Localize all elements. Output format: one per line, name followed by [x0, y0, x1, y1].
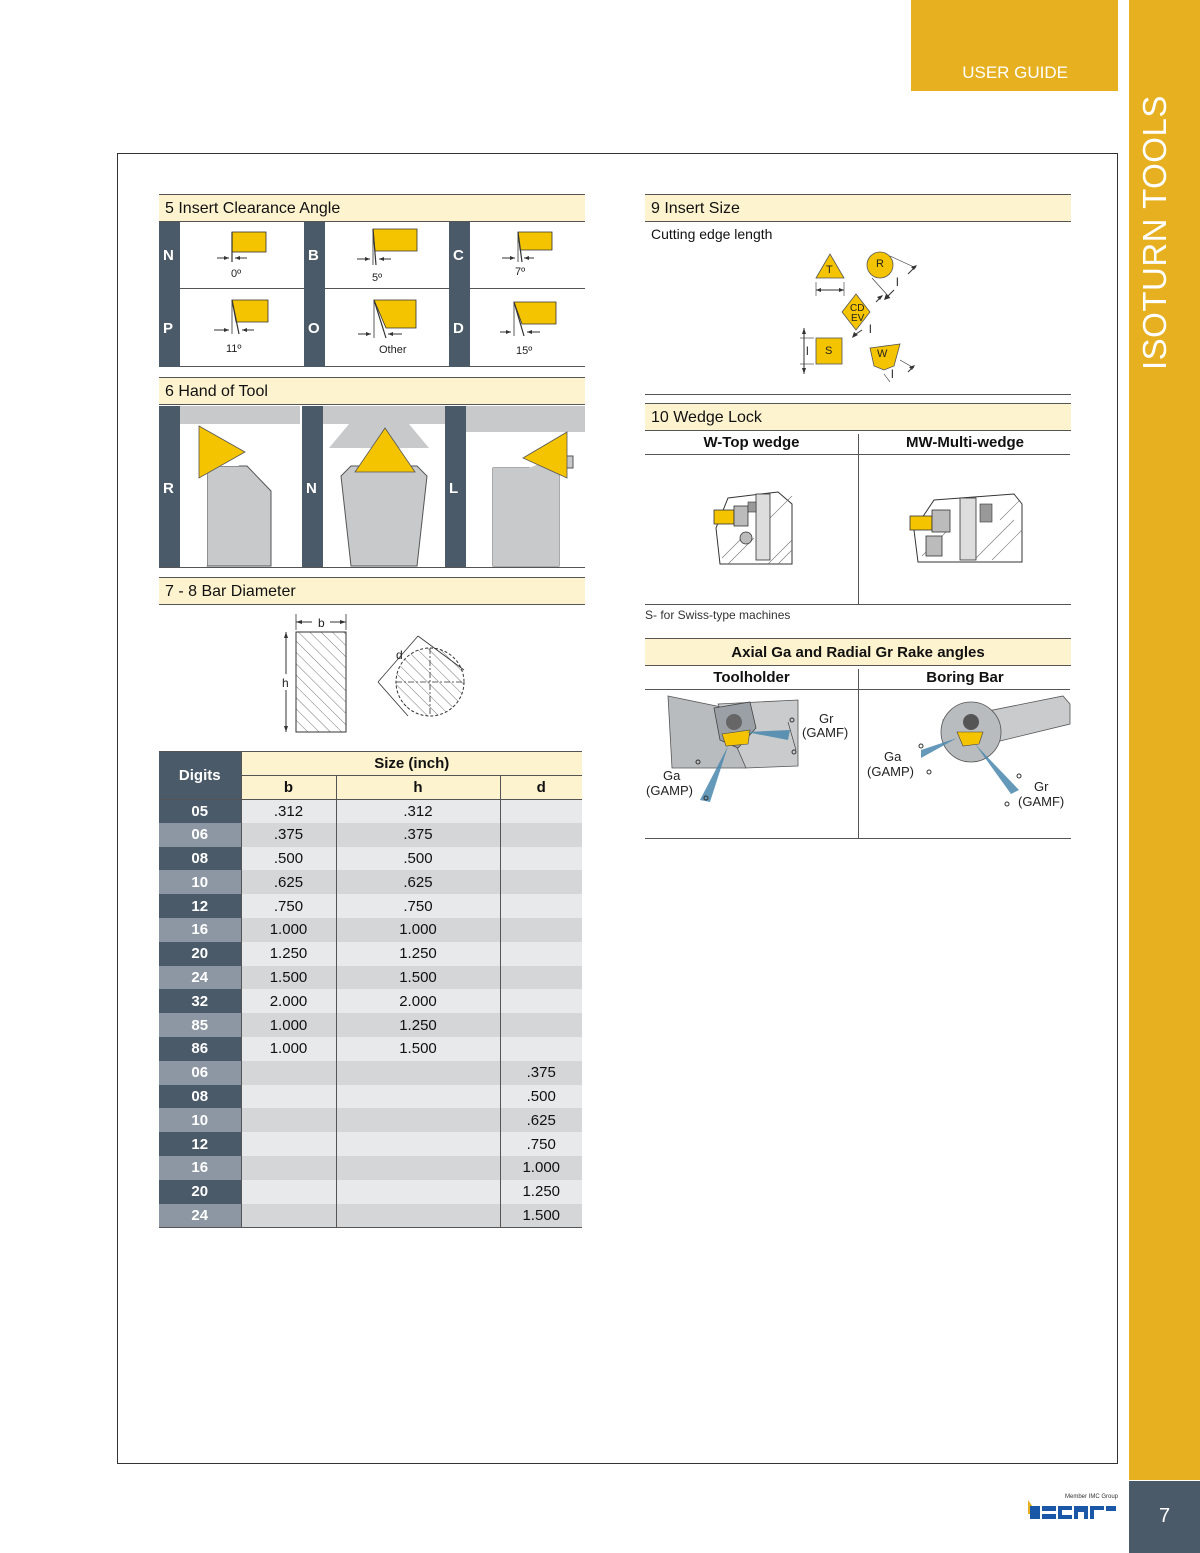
table-row [159, 823, 582, 847]
dim-h-label: h [282, 676, 289, 690]
table-row [159, 847, 582, 871]
shape-ev-label: EV [851, 313, 865, 324]
digit-cell: 10 [159, 1108, 241, 1132]
col-b-header: b [241, 775, 336, 799]
size-cell-b: 2.000 [241, 989, 336, 1013]
angle-label-0: 0º [231, 268, 242, 280]
size-cell-h: 1.000 [336, 918, 500, 942]
table-row [159, 894, 582, 918]
size-cell-h: .375 [336, 823, 500, 847]
size-cell-h: 1.250 [336, 942, 500, 966]
swiss-note: S- for Swiss-type machines [645, 608, 791, 622]
size-cell-d [500, 799, 582, 823]
size-cell-h: .625 [336, 870, 500, 894]
table-row [159, 989, 582, 1013]
clearance-diagram-15deg [500, 300, 570, 345]
rake-title: Axial Ga and Radial Gr Rake angles [645, 638, 1071, 666]
size-cell-h [336, 1156, 500, 1180]
bar-size-table [159, 751, 582, 1228]
toolholder-gamp: (GAMP) [646, 783, 693, 798]
size-cell-h: .312 [336, 799, 500, 823]
clearance-diagram-other [356, 298, 436, 348]
clearance-diagram-11deg [212, 298, 282, 343]
size-cell-d: 1.000 [500, 1156, 582, 1180]
size-cell-h [336, 1180, 500, 1204]
angle-label-11: 11º [226, 343, 242, 355]
table-row [159, 1204, 582, 1228]
hand-letter-r: R [163, 480, 174, 497]
size-cell-d: .750 [500, 1132, 582, 1156]
wedge-col1: W-Top wedge [703, 434, 800, 451]
hand-letter-l: L [449, 480, 459, 497]
dim-b-label: b [318, 616, 325, 630]
digit-cell: 16 [159, 918, 241, 942]
digit-cell: 24 [159, 966, 241, 990]
size-cell-b: .500 [241, 847, 336, 871]
size-cell-d: 1.250 [500, 1180, 582, 1204]
table-row [159, 1156, 582, 1180]
table-row [159, 1013, 582, 1037]
page-number-box [1129, 1481, 1200, 1553]
rake-bottom-rule [645, 838, 1071, 839]
sec9-bottom-rule [645, 394, 1071, 395]
clearance-letter-c: C [449, 222, 470, 289]
boring-gamp: (GAMP) [867, 764, 914, 779]
size-cell-b [241, 1108, 336, 1132]
table-row [159, 966, 582, 990]
size-cell-d [500, 1037, 582, 1061]
size-header: Size (inch) [241, 752, 582, 776]
page-number: 7 [1158, 1505, 1171, 1527]
toolholder-gamf: (GAMF) [802, 725, 849, 740]
size-cell-d [500, 894, 582, 918]
size-cell-h [336, 1108, 500, 1132]
len-label-2: l [869, 322, 872, 336]
clearance-letter-p: P [159, 289, 180, 367]
col-d-header: d [500, 775, 582, 799]
angle-label-7: 7º [515, 266, 526, 278]
table-row [159, 1132, 582, 1156]
digit-cell: 06 [159, 823, 241, 847]
len-label-1: l [896, 275, 899, 289]
bar-diameter-diagram [278, 612, 478, 737]
size-cell-b [241, 1156, 336, 1180]
clearance-diagram-7deg [500, 230, 560, 270]
sec5-title: 5 Insert Clearance Angle [159, 194, 585, 222]
len-label-3: l [806, 344, 809, 358]
len-label-4: l [891, 367, 894, 381]
size-cell-b: .312 [241, 799, 336, 823]
digit-cell: 12 [159, 894, 241, 918]
table-row [159, 1108, 582, 1132]
table-row [159, 870, 582, 894]
wedge-divider [858, 455, 859, 605]
table-row [159, 918, 582, 942]
angle-label-5: 5º [372, 272, 383, 284]
angle-label-15: 15º [516, 345, 533, 357]
shape-cd-label: CD [850, 303, 865, 314]
size-cell-h [336, 1204, 500, 1228]
digit-cell: 08 [159, 1085, 241, 1109]
size-cell-h [336, 1132, 500, 1156]
boring-gamf: (GAMF) [1018, 794, 1065, 809]
size-cell-h [336, 1085, 500, 1109]
size-cell-d [500, 847, 582, 871]
hand-letter-n: N [306, 480, 317, 497]
wedge-col2: MW-Multi-wedge [858, 434, 1071, 455]
size-cell-b [241, 1180, 336, 1204]
table-row [159, 799, 582, 823]
digit-cell: 32 [159, 989, 241, 1013]
size-cell-b [241, 1061, 336, 1085]
toolholder-ga: Ga [663, 768, 681, 783]
size-cell-h: 2.000 [336, 989, 500, 1013]
size-cell-b: .750 [241, 894, 336, 918]
table-row [159, 1085, 582, 1109]
clearance-letter-n: N [159, 222, 180, 289]
sec78-title: 7 - 8 Bar Diameter [159, 577, 585, 605]
size-cell-d [500, 870, 582, 894]
w-top-wedge-diagram [708, 488, 798, 568]
boring-ga: Ga [884, 749, 902, 764]
size-cell-d: .375 [500, 1061, 582, 1085]
angle-label-other: Other [379, 344, 407, 356]
digit-cell: 06 [159, 1061, 241, 1085]
size-cell-h [336, 1061, 500, 1085]
size-cell-h: .750 [336, 894, 500, 918]
digits-header: Digits [159, 752, 241, 800]
hand-of-tool-diagram [159, 406, 585, 568]
size-cell-d [500, 918, 582, 942]
size-cell-b [241, 1204, 336, 1228]
digit-cell: 10 [159, 870, 241, 894]
shape-s-label: S [825, 345, 833, 357]
size-cell-d: .625 [500, 1108, 582, 1132]
side-title: ISOTURN TOOLS [1136, 95, 1173, 370]
size-cell-d [500, 1013, 582, 1037]
iscar-logo [1028, 1494, 1120, 1530]
toolholder-head: Toolholder [713, 669, 790, 686]
rake-col-heads [645, 666, 1070, 690]
sec9-title: 9 Insert Size [645, 194, 1071, 222]
digit-cell: 85 [159, 1013, 241, 1037]
digit-cell: 20 [159, 1180, 241, 1204]
size-cell-d [500, 942, 582, 966]
size-cell-d: .500 [500, 1085, 582, 1109]
size-cell-h: 1.250 [336, 1013, 500, 1037]
clearance-letter-b: B [304, 222, 325, 289]
digit-cell: 20 [159, 942, 241, 966]
table-row [159, 1180, 582, 1204]
user-guide-label: USER GUIDE [962, 63, 1068, 82]
clearance-diagram-0 [215, 230, 275, 270]
dim-d-label: d [396, 648, 403, 662]
size-cell-b [241, 1132, 336, 1156]
digit-cell: 16 [159, 1156, 241, 1180]
boring-bar-head: Boring Bar [858, 669, 1071, 690]
size-cell-b [241, 1085, 336, 1109]
shape-r-label: R [876, 258, 884, 270]
size-cell-h: 1.500 [336, 966, 500, 990]
table-row [159, 1037, 582, 1061]
table-row [159, 1061, 582, 1085]
sec6-title: 6 Hand of Tool [159, 377, 585, 405]
shape-w-label: W [877, 348, 888, 360]
size-cell-b: 1.500 [241, 966, 336, 990]
sec10-title: 10 Wedge Lock [645, 403, 1071, 431]
boring-gr: Gr [1034, 779, 1049, 794]
size-cell-d: 1.500 [500, 1204, 582, 1228]
table-row [159, 942, 582, 966]
clearance-letter-o: O [304, 289, 325, 367]
user-guide-tab [911, 0, 1118, 91]
mw-multi-wedge-diagram [904, 490, 1024, 570]
digit-cell: 08 [159, 847, 241, 871]
digit-cell: 86 [159, 1037, 241, 1061]
logo-tagline: Member IMC Group [1064, 1494, 1118, 1500]
size-cell-b: 1.250 [241, 942, 336, 966]
wedge-col-heads [645, 431, 1070, 455]
wedge-bottom-rule [645, 604, 1071, 605]
size-cell-d [500, 966, 582, 990]
clearance-diagram-5deg [355, 227, 425, 272]
clearance-letter-d: D [449, 289, 470, 367]
digit-cell: 05 [159, 799, 241, 823]
size-cell-b: .375 [241, 823, 336, 847]
toolholder-gr: Gr [819, 711, 834, 726]
digit-cell: 24 [159, 1204, 241, 1228]
size-cell-h: 1.500 [336, 1037, 500, 1061]
col-h-header: h [336, 775, 500, 799]
size-cell-d [500, 989, 582, 1013]
size-cell-b: 1.000 [241, 1013, 336, 1037]
size-cell-b: 1.000 [241, 1037, 336, 1061]
digit-cell: 12 [159, 1132, 241, 1156]
shape-t-label: T [826, 264, 833, 276]
size-cell-b: 1.000 [241, 918, 336, 942]
sec9-subtitle: Cutting edge length [651, 226, 773, 242]
size-cell-b: .625 [241, 870, 336, 894]
size-cell-h: .500 [336, 847, 500, 871]
size-cell-d [500, 823, 582, 847]
